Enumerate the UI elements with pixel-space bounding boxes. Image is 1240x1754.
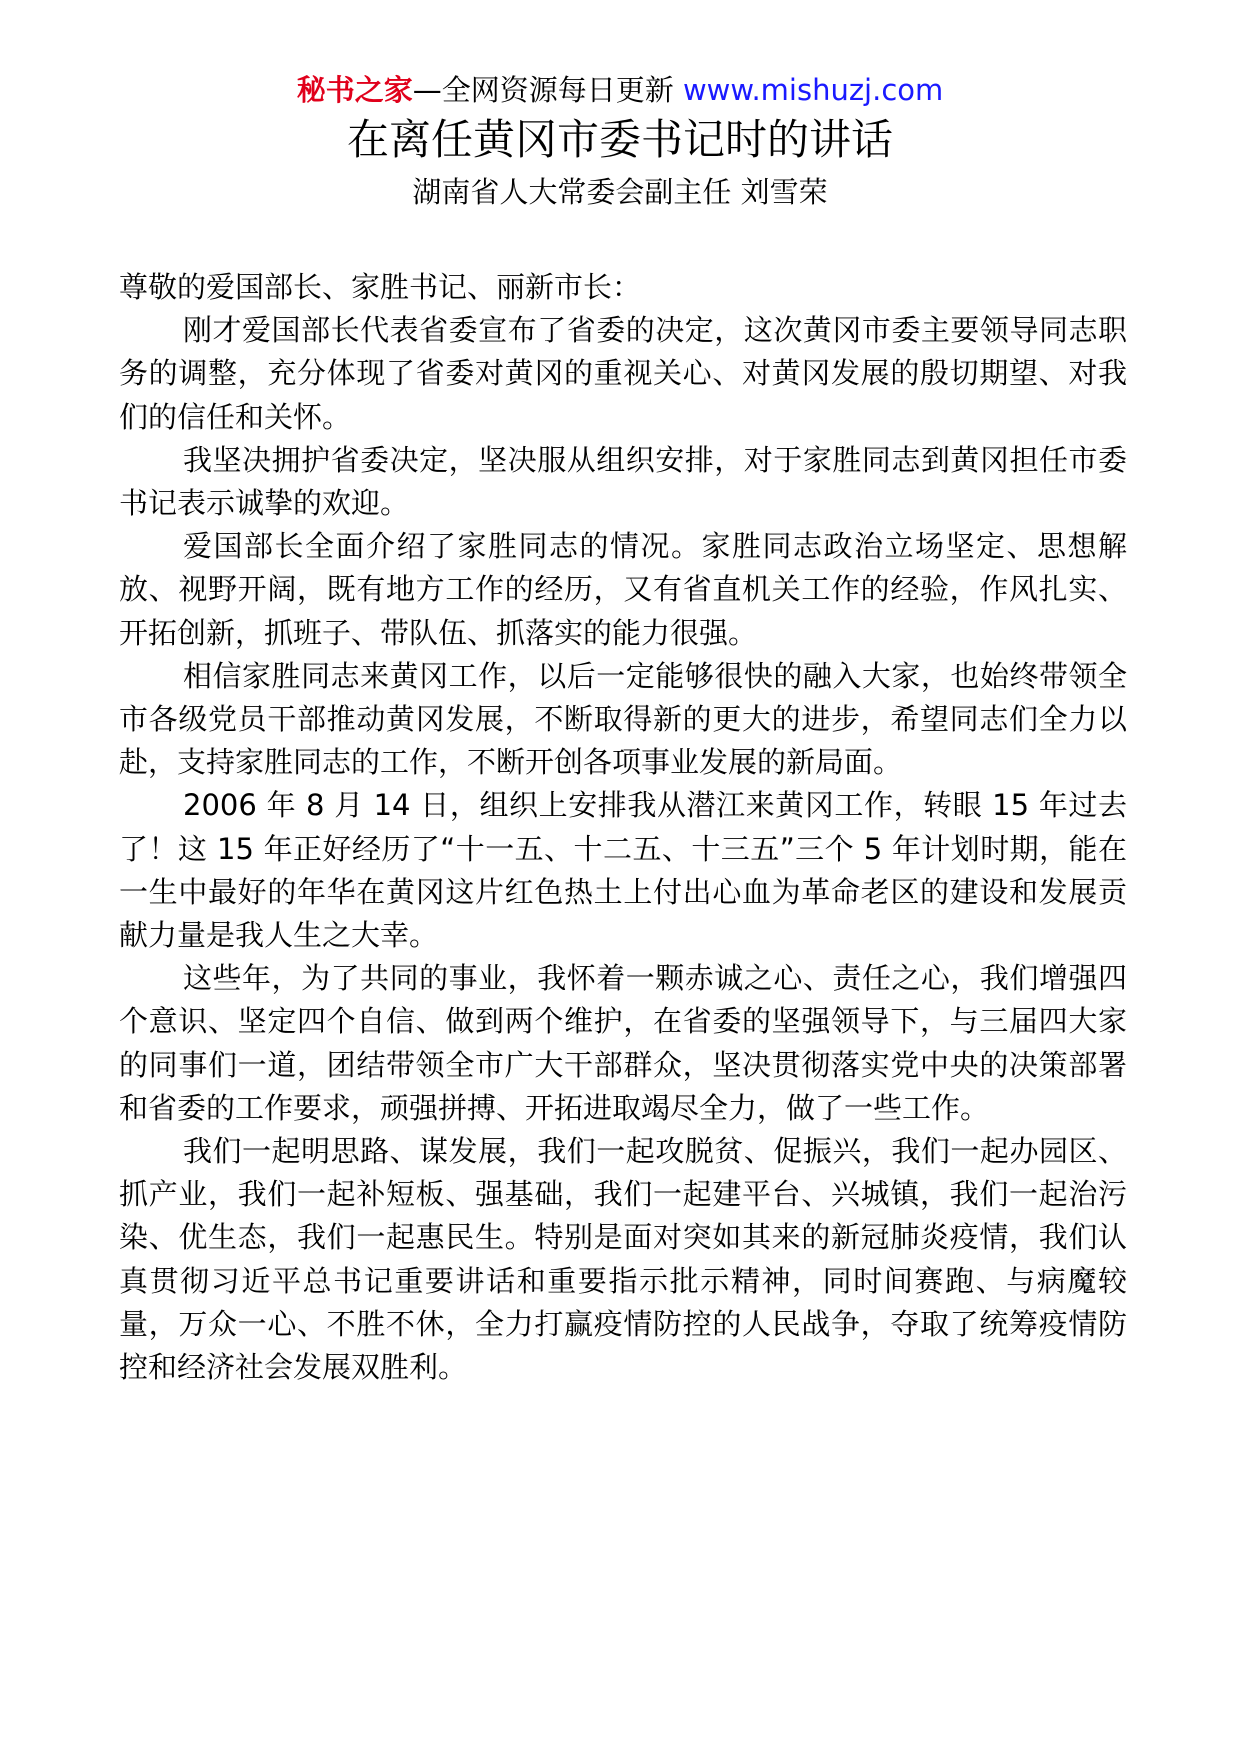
site-tagline: —全网资源每日更新 — [412, 73, 683, 107]
paragraph: 相信家胜同志来黄冈工作，以后一定能够很快的融入大家，也始终带领全市各级党员干部推动黄冈发展，不断取得新的更大的进步，希望同志们全力以赴，支持家胜同志的工作，不断开创各项事业发展的新局面。 — [119, 658, 1127, 780]
document-author: 湖南省人大常委会副主任 刘雪荣 — [412, 175, 828, 209]
salutation: 尊敬的爱国部长、家胜书记、丽新市长： — [119, 270, 642, 304]
paragraph: 2006 年 8 月 14 日，组织上安排我从潜江来黄冈工作，转眼 15 年过去了！这 15 年正好经历了“十一五、十二五、十三五”三个 5 年计划时期，能在一生中最好的年华在黄冈这片红色热土上付出心血为革命老区的建设和发展贡献力量是我人生之大幸。 — [119, 788, 1127, 953]
paragraph: 我们一起明思路、谋发展，我们一起攻脱贫、促振兴，我们一起办园区、抓产业，我们一起补短板、强基础，我们一起建平台、兴城镇，我们一起治污染、优生态，我们一起惠民生。特别是面对突如其来的新冠肺炎疫情，我们认真贯彻习近平总书记重要讲话和重要指示批示精神，同时间赛跑、与病魔较量，万众一心、不胜不休，全力打赢疫情防控的人民战争，夺取了统筹疫情防控和经济社会发展双胜利。 — [119, 1134, 1127, 1385]
document-title: 在离任黄冈市委书记时的讲话 — [346, 115, 893, 164]
document-body — [119, 266, 1127, 1389]
site-url-link[interactable]: www.mishuzj.com — [682, 73, 944, 107]
paragraph: 我坚决拥护省委决定，坚决服从组织安排，对于家胜同志到黄冈担任市委书记表示诚挚的欢迎。 — [119, 442, 1127, 521]
paragraph: 这些年，为了共同的事业，我怀着一颗赤诚之心、责任之心，我们增强四个意识、坚定四个自信、做到两个维护，在省委的坚强领导下，与三届四大家的同事们一道，团结带领全市广大干部群众，坚决贯彻落实党中央的决策部署和省委的工作要求，顽强拼搏、开拓进取竭尽全力，做了一些工作。 — [119, 961, 1127, 1125]
paragraph: 刚才爱国部长代表省委宣布了省委的决定，这次黄冈市委主要领导同志职务的调整，充分体现了省委对黄冈的重视关心、对黄冈发展的殷切期望、对我们的信任和关怀。 — [119, 313, 1127, 434]
site-header — [0, 70, 1240, 110]
brand-name: 秘书之家 — [296, 73, 413, 107]
paragraph: 爱国部长全面介绍了家胜同志的情况。家胜同志政治立场坚定、思想解放、视野开阔，既有地方工作的经历，又有省直机关工作的经验，作风扎实、开拓创新，抓班子、带队伍、抓落实的能力很强。 — [119, 529, 1127, 650]
